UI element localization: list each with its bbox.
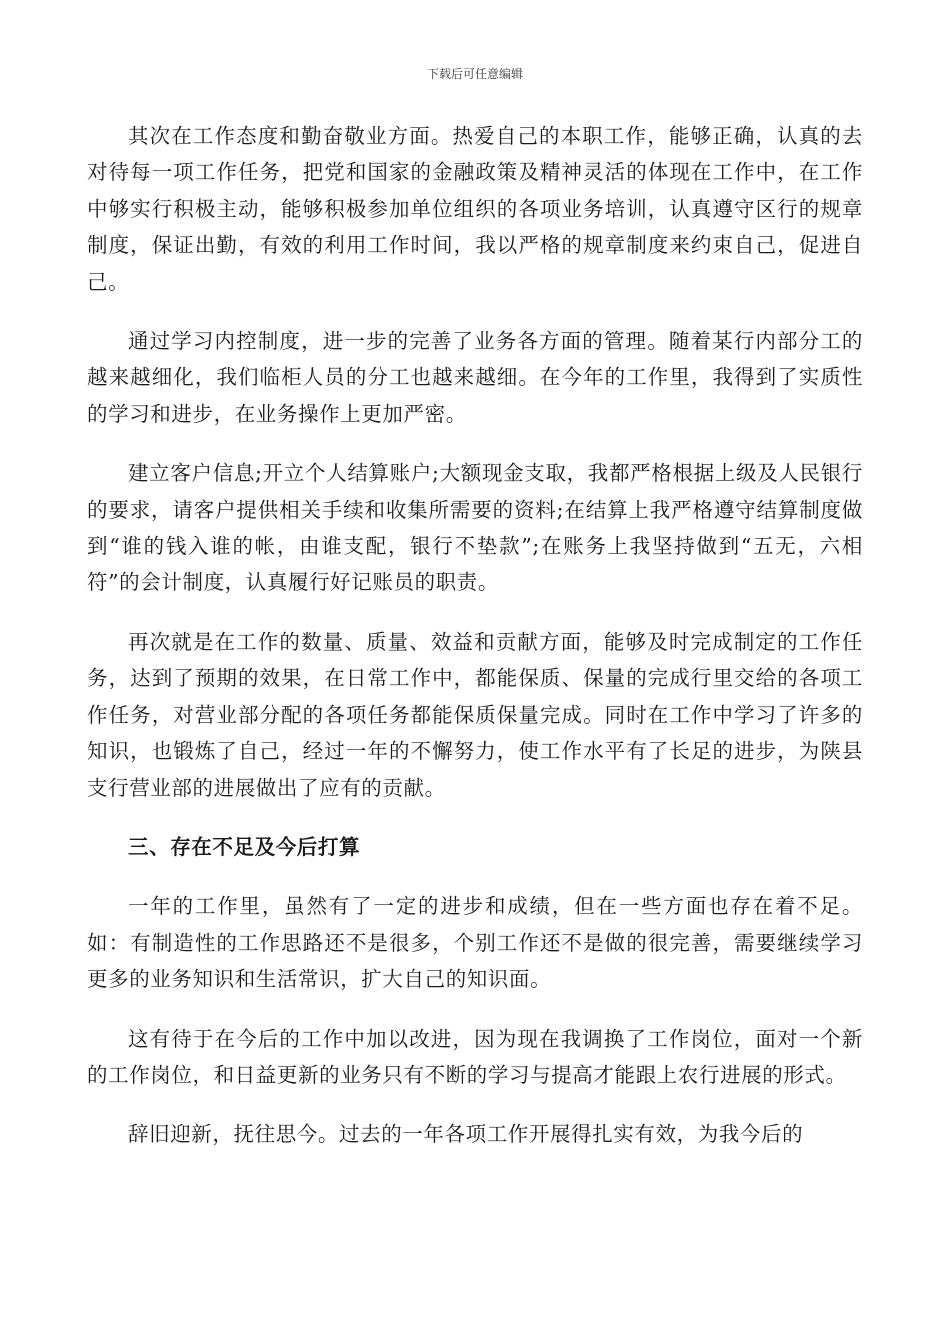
paragraph-internal-control: 通过学习内控制度，进一步的完善了业务各方面的管理。随着某行内部分工的越来越细化，我们临柜人员的分工也越来越细。在今年的工作里，我得到了实质性的学习和进步，在业务操作上更加严密。: [87, 329, 863, 426]
paragraph-closing: 辞旧迎新，抚往思今。过去的一年各项工作开展得扎实有效，为我今后的: [128, 1122, 804, 1147]
page-header: 下载后可任意编辑: [426, 67, 523, 81]
document-body: [87, 118, 863, 1176]
paragraph-shortcomings: 一年的工作里，虽然有了一定的进步和成绩，但在一些方面也存在着不足。如：有制造性的工作思路还不是很多，个别工作还不是做的很完善，需要继续学习更多的业务知识和生活常识，扩大自己的知识面。: [87, 894, 863, 992]
paragraph-improvement: 这有待于在今后的工作中加以改进，因为现在我调换了工作岗位，面对一个新的工作岗位，和日益更新的业务只有不断的学习与提高才能跟上农行进展的形式。: [87, 1026, 863, 1087]
paragraph-customer-accounts: 建立客户信息;开立个人结算账户;大额现金支取，我都严格根据上级及人民银行的要求，请客户提供相关手续和收集所需要的资料;在结算上我严格遵守结算制度做到“谁的钱入谁的帐，由谁支配，银行不垫款”;在账务上我坚持做到“五无，六相符”的会计制度，认真履行好记账员的职责。: [87, 461, 863, 595]
paragraph-work-attitude: 其次在工作态度和勤奋敬业方面。热爱自己的本职工作，能够正确，认真的去对待每一项工作任务，把党和国家的金融政策及精神灵活的体现在工作中，在工作中够实行积极主动，能够积极参加单位组织的各项业务培训，认真遵守区行的规章制度，保证出勤，有效的利用工作时间，我以严格的规章制度来约束自己，促进自己。: [87, 124, 863, 294]
section-heading-shortcomings: 三、存在不足及今后打算: [128, 834, 361, 859]
paragraph-work-quantity-quality: 再次就是在工作的数量、质量、效益和贡献方面，能够及时完成制定的工作任务，达到了预期的效果，在日常工作中，都能保质、保量的完成行里交给的各项工作任务，对营业部分配的各项任务都能保质保量完成。同时在工作中学习了许多的知识，也锻炼了自己，经过一年的不懈努力，使工作水平有了长足的进步，为陕县支行营业部的进展做出了应有的贡献。: [87, 629, 863, 800]
